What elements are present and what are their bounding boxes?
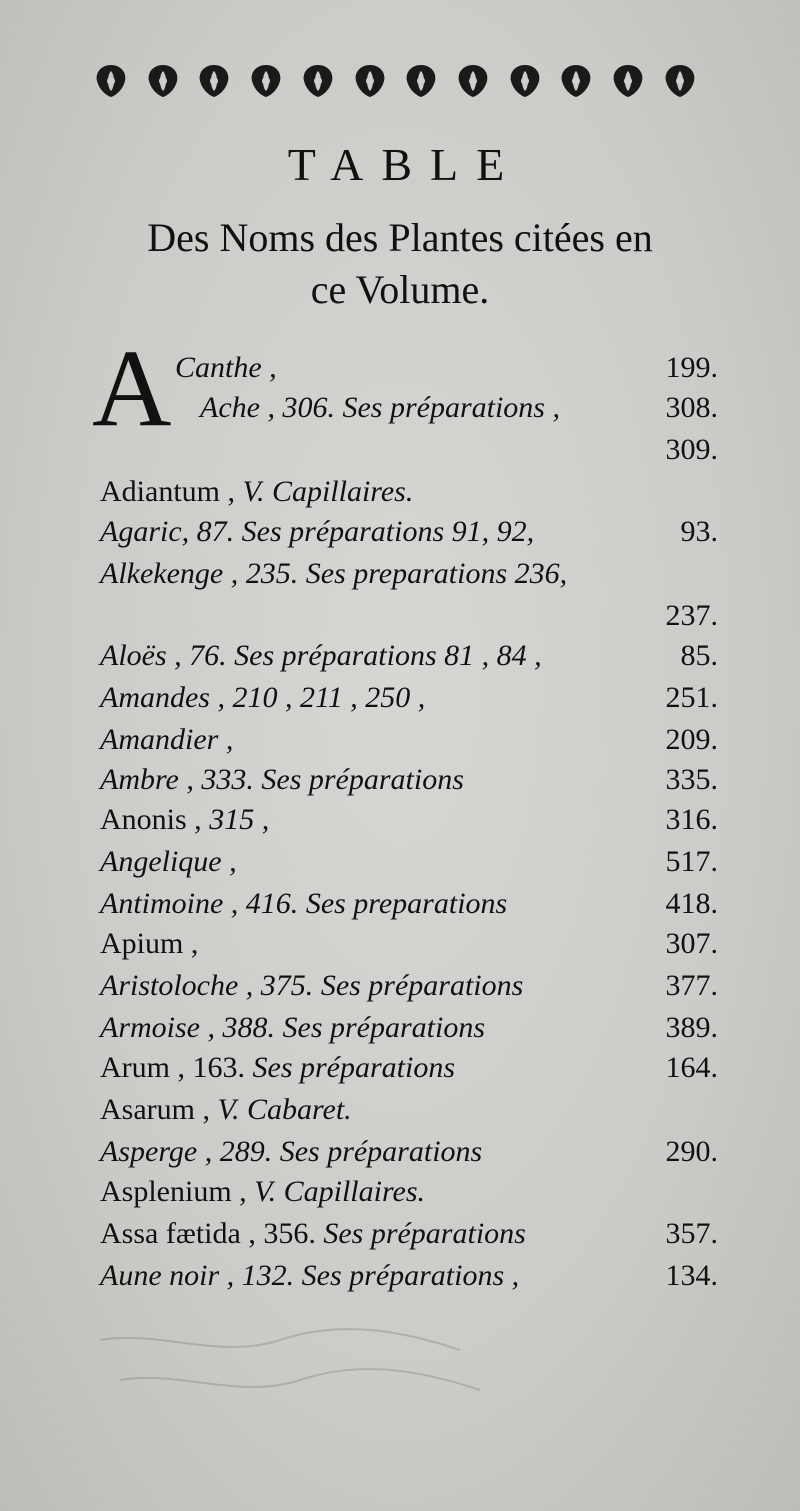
index-entry xyxy=(100,760,718,800)
entry-references: Ses preparations 236, xyxy=(298,557,568,590)
entry-name: Assa fætida , 356. xyxy=(100,1217,316,1250)
entry-pages: 335. xyxy=(665,763,718,796)
entry-pages: 209. xyxy=(665,723,718,756)
page-subtitle xyxy=(90,212,710,316)
index-entry xyxy=(100,596,718,636)
entry-references: Ses preparations xyxy=(298,887,508,920)
entry-pages: 418. xyxy=(665,887,718,920)
entry-pages: 251. xyxy=(665,681,718,714)
entry-pages: 309. xyxy=(665,433,718,466)
index-entry xyxy=(175,348,718,388)
decorative-ornament-band xyxy=(88,58,703,104)
entry-references: Ses préparations xyxy=(245,1051,455,1084)
entry-pages: 316. xyxy=(665,803,718,836)
fleuron-icon xyxy=(88,61,134,101)
entry-name: Antimoine , 416. xyxy=(100,887,299,920)
index-entry xyxy=(100,472,718,512)
entry-name: Agaric, 87. xyxy=(100,515,235,548)
fleuron-icon xyxy=(450,61,496,101)
entry-references: V. Cabaret. xyxy=(209,1093,352,1126)
index-entry xyxy=(100,554,718,594)
entry-references: 315 , xyxy=(201,803,270,836)
entry-pages: 308. xyxy=(665,391,718,424)
entry-pages: 307. xyxy=(665,927,718,960)
entry-pages: 377. xyxy=(665,969,718,1002)
subtitle-line: ce Volume. xyxy=(310,267,490,312)
entry-name: Aristoloche , 375. xyxy=(100,969,314,1002)
entry-name: Amandes , xyxy=(100,681,225,714)
entry-pages: 164. xyxy=(665,1051,718,1084)
entry-name: Apium , xyxy=(100,927,199,960)
entry-name: Aune noir , 132. xyxy=(100,1259,295,1292)
entry-pages: 237. xyxy=(665,599,718,632)
index-entry xyxy=(100,966,718,1006)
index-entry xyxy=(100,924,718,964)
index-entry xyxy=(100,1214,718,1254)
entry-references: Ses préparations xyxy=(315,1217,526,1250)
entry-references: 210 , 211 , 250 , xyxy=(224,681,426,714)
index-entry xyxy=(100,512,718,552)
fleuron-icon xyxy=(140,61,186,101)
fleuron-icon xyxy=(243,61,289,101)
entry-references: Ses préparations xyxy=(275,1011,485,1044)
entry-name: Amandier , xyxy=(100,723,234,756)
entry-name: Ambre , 333. xyxy=(100,763,254,796)
entry-name: Arum , 163. xyxy=(100,1051,245,1084)
entry-name: Canthe , xyxy=(175,351,277,384)
entry-name: Aloës , 76. xyxy=(100,639,227,672)
faint-ink-mark xyxy=(40,1300,760,1430)
subtitle-line: Des Noms des Plantes citées en xyxy=(147,215,653,260)
entry-name: Adiantum , xyxy=(100,475,235,508)
index-entry xyxy=(100,800,718,840)
index-entry xyxy=(100,1090,718,1130)
entry-name: Angelique , xyxy=(100,845,237,878)
entry-name: Armoise , 388. xyxy=(100,1011,275,1044)
entry-pages: 290. xyxy=(665,1135,718,1168)
entry-references: Ses préparations 81 , 84 , xyxy=(226,639,542,672)
index-entry xyxy=(100,636,718,676)
entry-references: Ses préparations xyxy=(313,969,524,1002)
entry-references: V. Capillaires. xyxy=(235,475,414,508)
entry-name: Asperge , 289. xyxy=(100,1135,273,1168)
entry-references: Ses préparations xyxy=(253,763,464,796)
drop-cap: A xyxy=(92,327,172,449)
entry-references: Ses préparations 91, 92, xyxy=(234,515,535,548)
entry-pages: 93. xyxy=(680,515,718,548)
fleuron-icon xyxy=(605,61,651,101)
index-entry xyxy=(100,884,718,924)
entry-pages: 517. xyxy=(665,845,718,878)
fleuron-icon xyxy=(657,61,703,101)
entry-pages: 389. xyxy=(665,1011,718,1044)
entry-pages: 357. xyxy=(665,1217,718,1250)
index-entry xyxy=(100,1172,718,1212)
index-entry xyxy=(100,1048,718,1088)
entry-pages: 85. xyxy=(680,639,718,672)
fleuron-icon xyxy=(502,61,548,101)
entry-references: V. Capillaires. xyxy=(246,1175,426,1208)
index-entry xyxy=(100,1132,718,1172)
entry-references: Ses préparations xyxy=(272,1135,483,1168)
index-entry xyxy=(100,1256,718,1296)
index-entry xyxy=(100,720,718,760)
index-entry xyxy=(100,678,718,718)
fleuron-icon xyxy=(347,61,393,101)
fleuron-icon xyxy=(295,61,341,101)
fleuron-icon xyxy=(553,61,599,101)
entry-pages: 199. xyxy=(665,351,718,384)
entry-name: Ache , 306. xyxy=(200,391,335,424)
fleuron-icon xyxy=(191,61,237,101)
index-entry xyxy=(100,842,718,882)
entry-pages: 134. xyxy=(665,1259,718,1292)
entry-name: Asarum , xyxy=(100,1093,210,1126)
entry-references: Ses préparations , xyxy=(294,1259,520,1292)
index-entry xyxy=(200,388,718,428)
entry-name: Alkekenge , 235. xyxy=(100,557,299,590)
entry-references: Ses préparations , xyxy=(334,391,560,424)
index-entry xyxy=(100,1008,718,1048)
index-entry xyxy=(200,430,718,470)
entry-name: Asplenium , xyxy=(100,1175,247,1208)
entry-name: Anonis , xyxy=(100,803,202,836)
page-title: TABLE xyxy=(287,139,523,190)
fleuron-icon xyxy=(398,61,444,101)
